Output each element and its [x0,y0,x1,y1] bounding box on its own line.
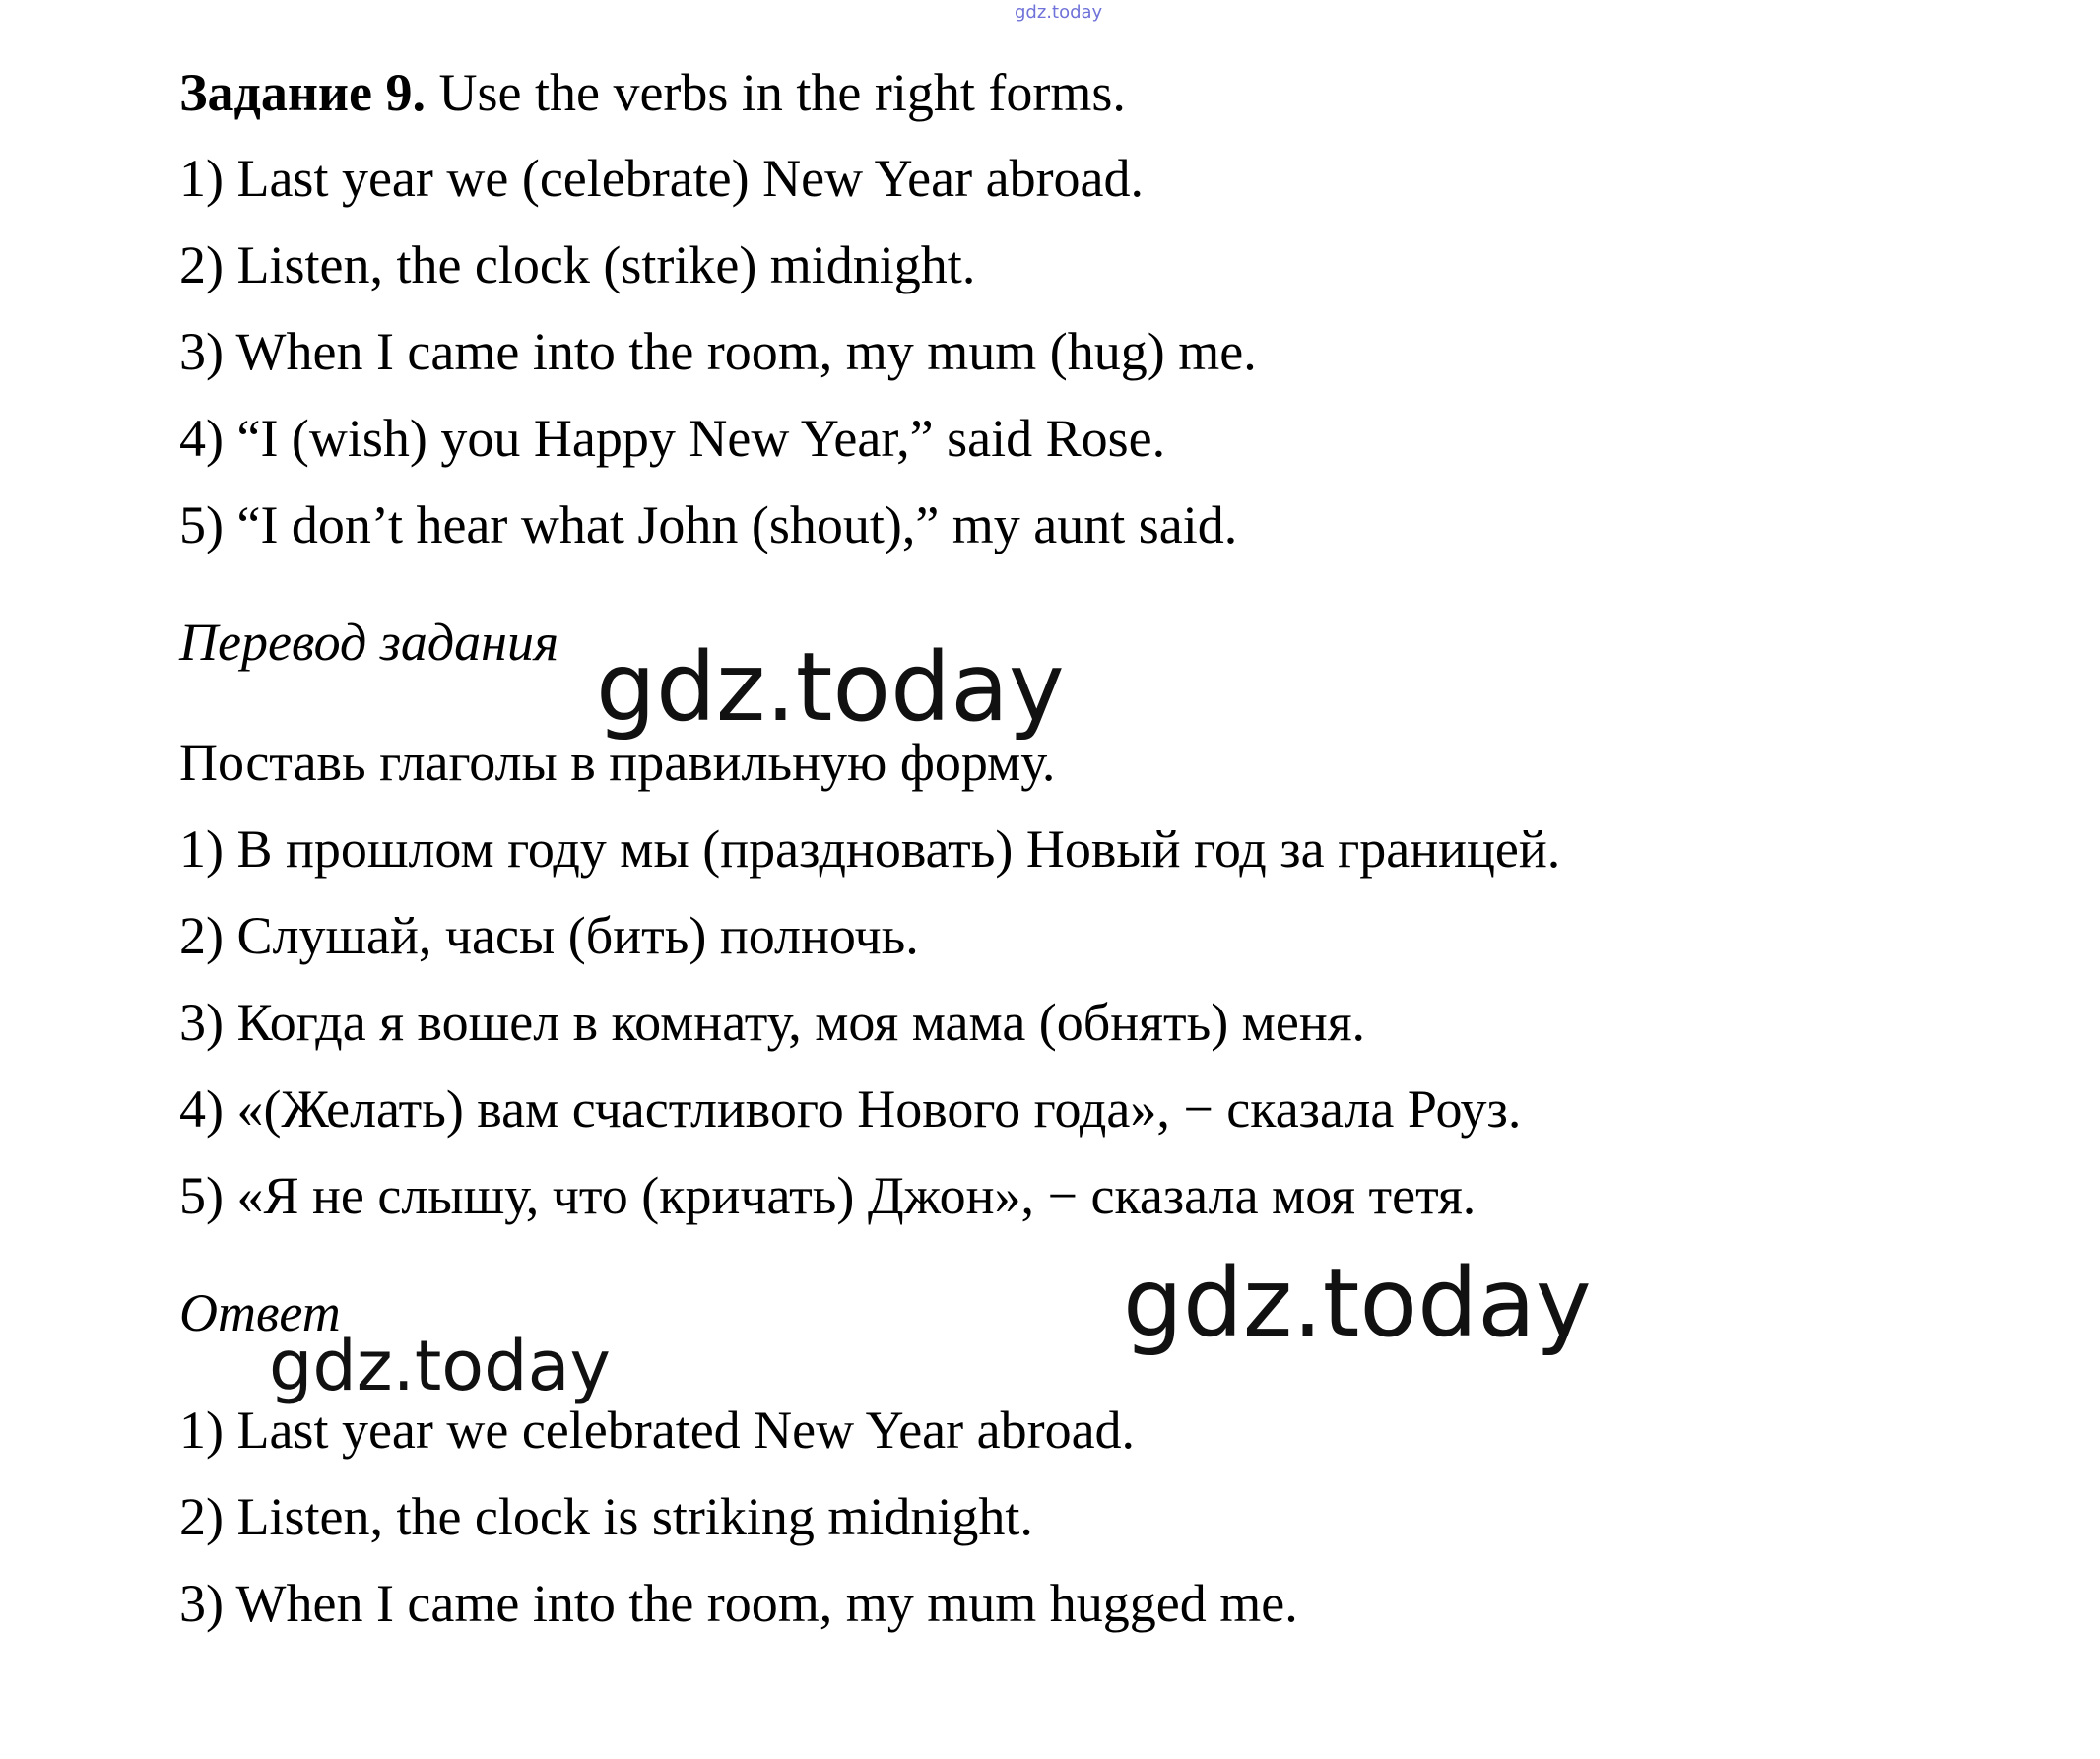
answer-heading: Ответ [179,1283,341,1342]
answer-item-3: 3) When I came into the room, my mum hugged me. [179,1574,1298,1633]
task-item-4: 4) “I (wish) you Happy New Year,” said Rose. [179,409,1166,468]
task-label: Задание 9. [179,63,427,122]
translation-item-1: 1) В прошлом году мы (праздновать) Новый год за границей. [179,819,1561,879]
watermark-logo: gdz.today [596,632,1065,743]
translation-item-3: 3) Когда я вошел в комнату, моя мама (обнять) меня. [179,993,1366,1052]
task-item-2: 2) Listen, the clock (strike) midnight. [179,235,976,294]
answer-item-1: 1) Last year we celebrated New Year abroad. [179,1401,1136,1460]
translation-item-4: 4) «(Желать) вам счастливого Нового года», − сказала Роуз. [179,1079,1522,1139]
task-item-3: 3) When I came into the room, my mum (hug) me. [179,322,1257,381]
watermark-logo: gdz.today [269,1326,611,1406]
translation-item-5: 5) «Я не слышу, что (кричать) Джон», − сказала моя тетя. [179,1166,1477,1225]
top-watermark: gdz.today [1015,2,1103,23]
task-item-1: 1) Last year we (celebrate) New Year abroad. [179,149,1145,208]
task-instruction: Use the verbs in the right forms. [426,63,1126,122]
task-title [179,63,1126,122]
task-item-5: 5) “I don’t hear what John (shout),” my aunt said. [179,495,1238,554]
translation-heading: Перевод задания [179,613,559,672]
answer-item-2: 2) Listen, the clock is striking midnight. [179,1487,1033,1546]
watermark-logo: gdz.today [1123,1248,1592,1358]
translation-item-2: 2) Слушай, часы (бить) полночь. [179,906,919,965]
translation-instruction: Поставь глаголы в правильную форму. [179,733,1056,792]
